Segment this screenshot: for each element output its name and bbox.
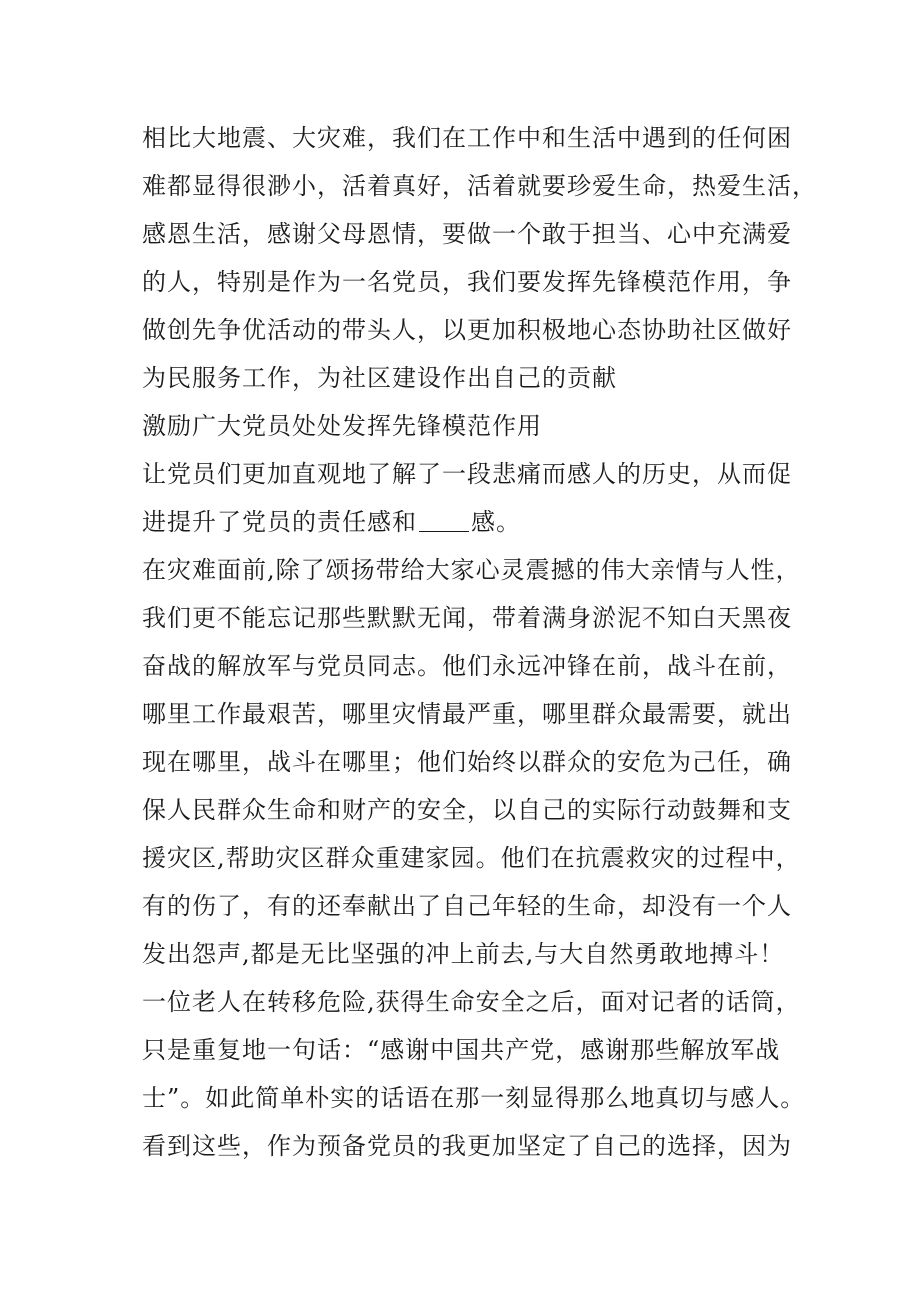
- paragraph-1: [142, 114, 817, 402]
- text-line: 难都显得很渺小，活着真好，活着就要珍爱生命，热爱生活，: [142, 172, 817, 200]
- text-line: 的人，特别是作为一名党员，我们要发挥先锋模范作用，争: [142, 268, 792, 296]
- text-line: 发出怨声,都是无比坚强的冲上前去,与大自然勇敢地搏斗！: [142, 940, 785, 968]
- text-line: 相比大地震、大灾难，我们在工作中和生活中遇到的任何困: [142, 124, 792, 152]
- blank-underline: [419, 507, 469, 532]
- text-line: 只是重复地一句话：“感谢中国共产党，感谢那些解放军战: [142, 1036, 781, 1064]
- text-line: 奋战的解放军与党员同志。他们永远冲锋在前，战斗在前，: [142, 652, 792, 680]
- text-line: 看到这些，作为预备党员的我更加坚定了自己的选择，因为: [142, 1132, 792, 1160]
- text-after-blank: 感。: [471, 508, 521, 536]
- text-line: 一位老人在转移危险,获得生命安全之后，面对记者的话筒，: [142, 988, 801, 1016]
- text-line: 有的伤了，有的还奉献出了自己年轻的生命，却没有一个人: [142, 892, 792, 920]
- text-line: 现在哪里，战斗在哪里；他们始终以群众的安危为己任，确: [142, 748, 792, 776]
- document-body: [142, 114, 817, 1170]
- text-before-blank: 进提升了党员的责任感和: [142, 508, 417, 536]
- paragraph-5: [142, 978, 806, 1170]
- fill-in-line: [142, 498, 802, 546]
- text-line: 士”。如此简单朴实的话语在那一刻显得那么地真切与感人。: [142, 1084, 806, 1112]
- text-line: 感恩生活，感谢父母恩情，要做一个敢于担当、心中充满爱: [142, 220, 792, 248]
- text-line: 保人民群众生命和财产的安全，以自己的实际行动鼓舞和支: [142, 796, 792, 824]
- text-line: 让党员们更加直观地了解了一段悲痛而感人的历史，从而促: [142, 460, 792, 488]
- text-line: 做创先争优活动的带头人，以更加积极地心态协助社区做好: [142, 316, 792, 344]
- text-line: 哪里工作最艰苦，哪里灾情最严重，哪里群众最需要，就出: [142, 700, 792, 728]
- text-line: 为民服务工作，为社区建设作出自己的贡献: [142, 364, 617, 392]
- text-line: 我们更不能忘记那些默默无闻，带着满身淤泥不知白天黑夜: [142, 604, 792, 632]
- text-line: 援灾区,帮助灾区群众重建家园。他们在抗震救灾的过程中，: [142, 844, 801, 872]
- heading-line: 激励广大党员处处发挥先锋模范作用: [142, 412, 542, 440]
- paragraph-4: [142, 546, 802, 978]
- paragraph-3: [142, 450, 802, 546]
- paragraph-2: [142, 402, 802, 450]
- text-line: 在灾难面前,除了颂扬带给大家心灵震撼的伟大亲情与人性，: [142, 556, 801, 584]
